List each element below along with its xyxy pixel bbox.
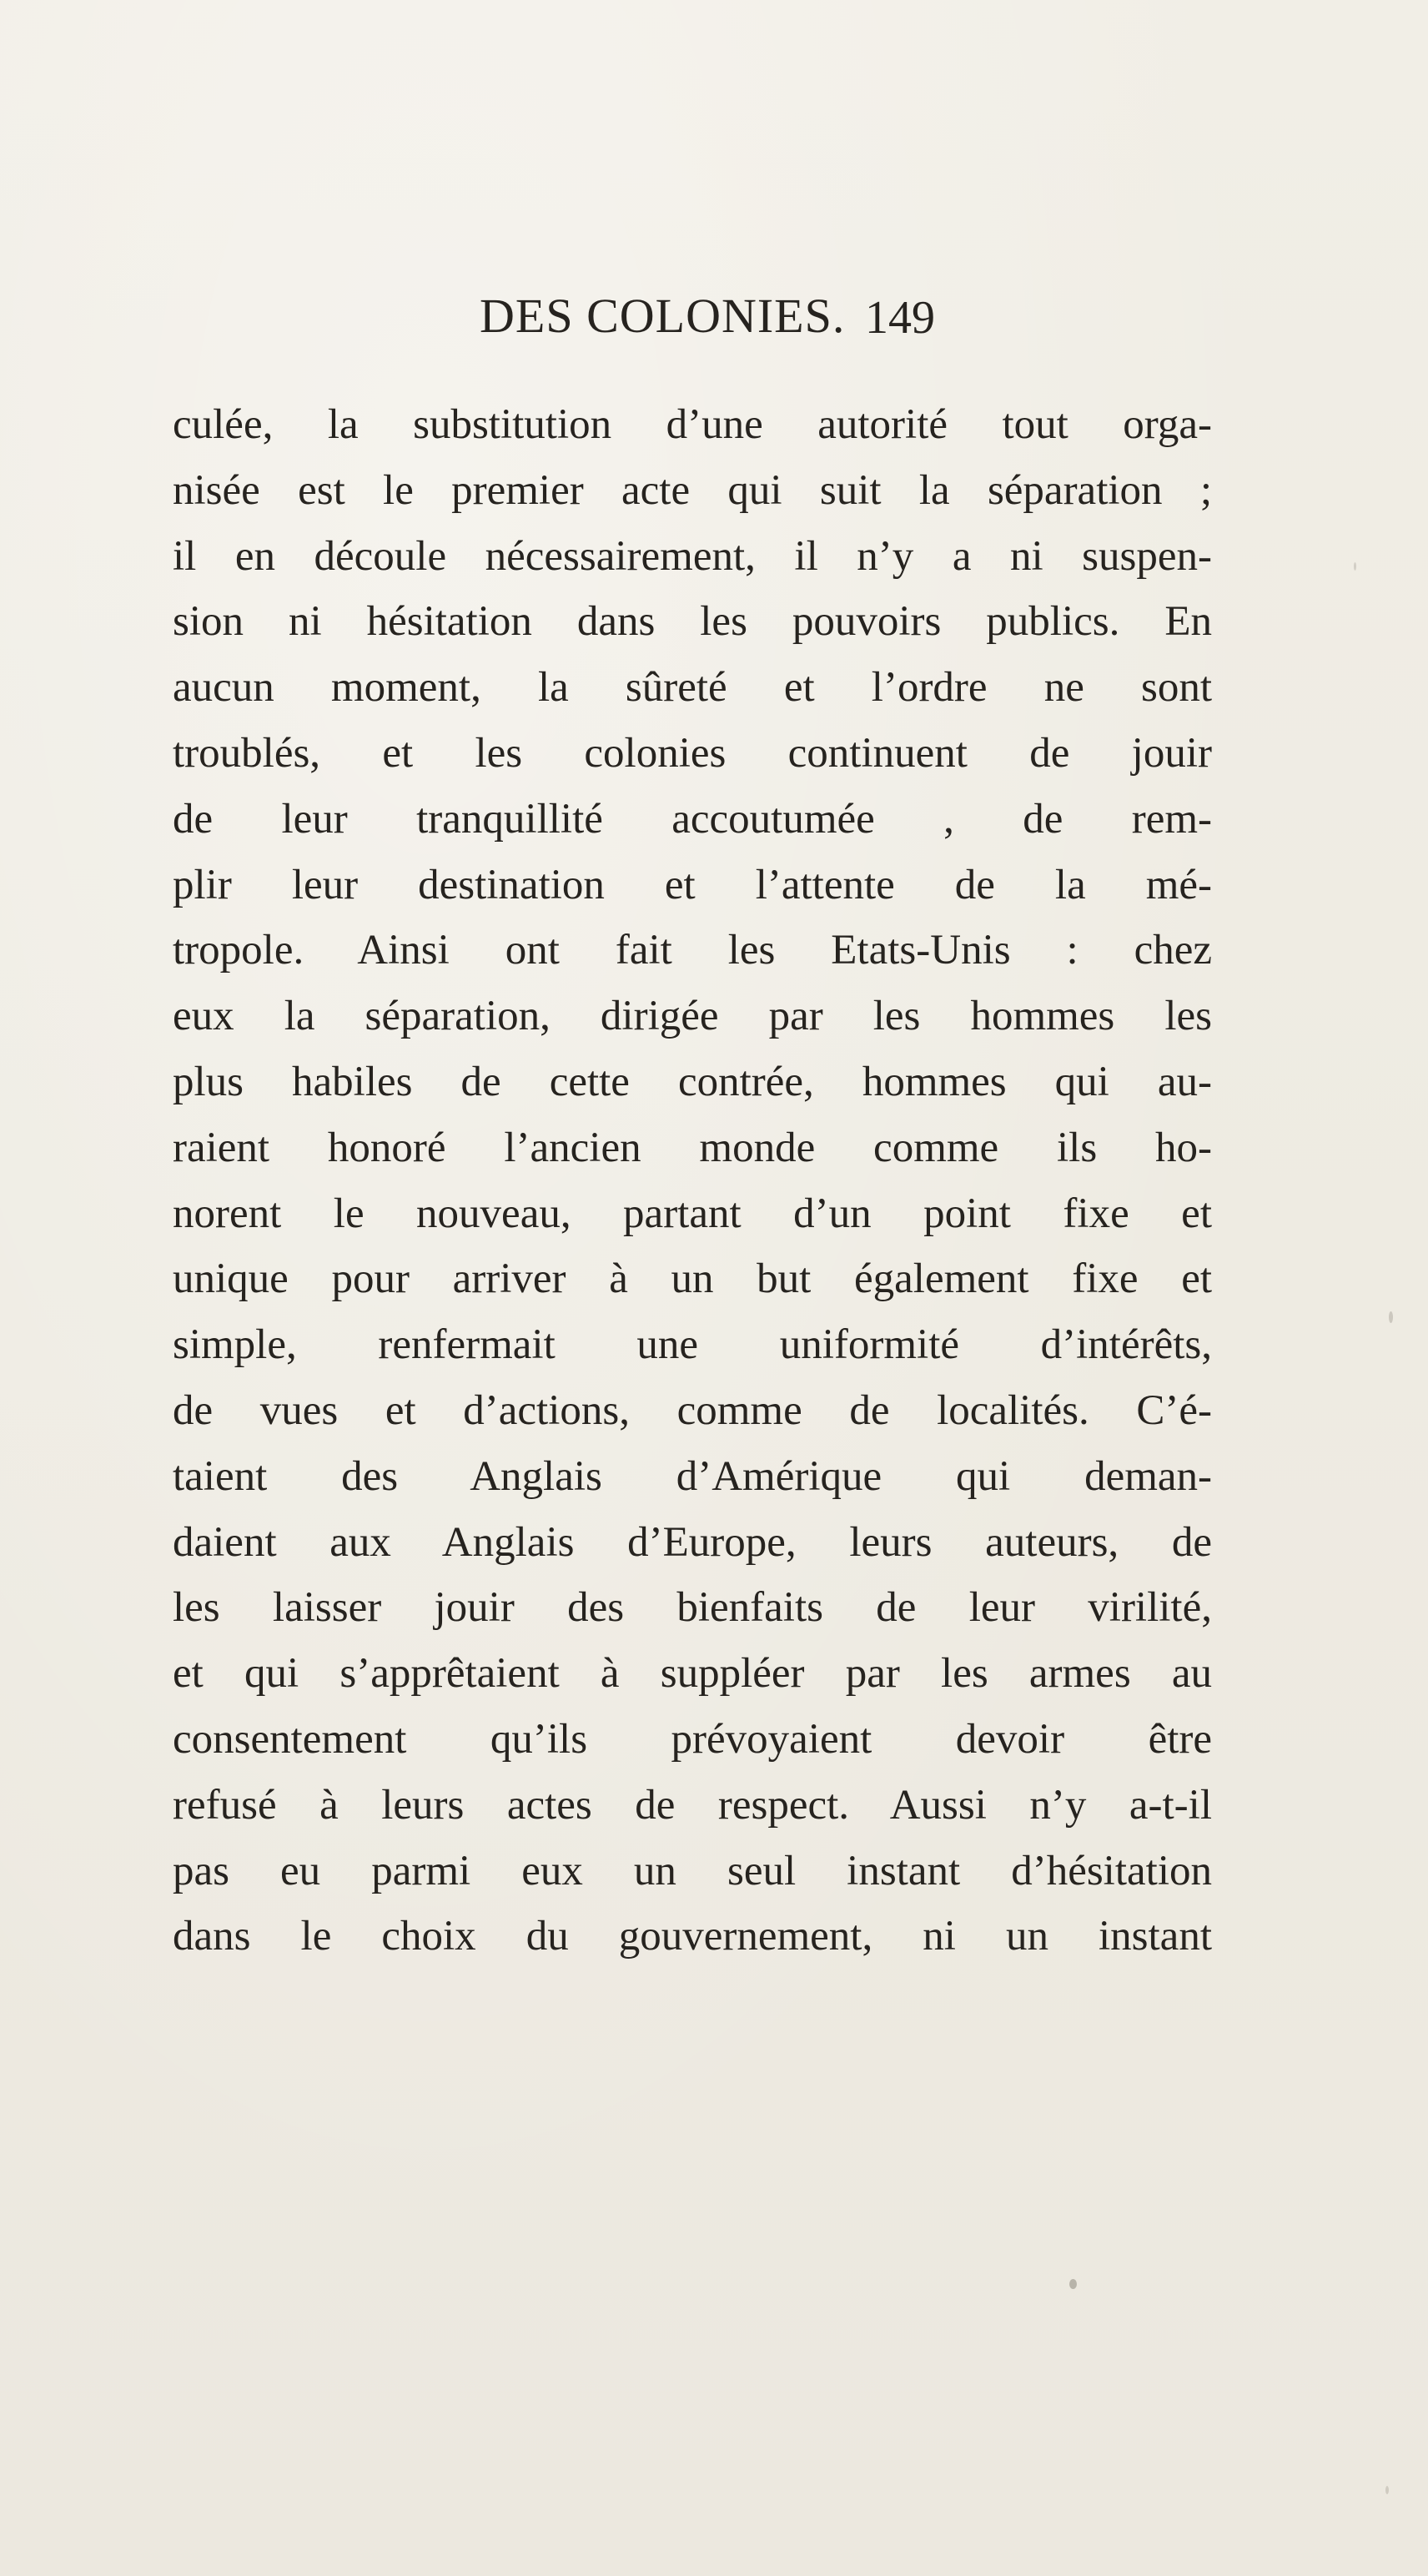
- body-text: [173, 392, 1212, 1970]
- page-number: 149: [865, 292, 935, 344]
- text-line: tropole. Ainsi ont fait les Etats-Unis : chez: [173, 927, 1212, 974]
- paper-speck: [1069, 2279, 1077, 2289]
- text-line: culée, la substitution d’une autorité tout orga-: [173, 401, 1212, 448]
- text-line: aucun moment, la sûreté et l’ordre ne sont: [173, 664, 1212, 712]
- text-line: consentement qu’ils prévoyaient devoir être: [173, 1715, 1212, 1763]
- text-line: troublés, et les colonies continuent de jouir: [173, 729, 1212, 777]
- text-line: taient des Anglais d’Amérique qui deman-: [173, 1452, 1212, 1500]
- text-line: unique pour arriver à un but également fixe et: [173, 1255, 1212, 1303]
- text-line: et qui s’apprêtaient à suppléer par les armes au: [173, 1650, 1212, 1698]
- text-line: les laisser jouir des bienfaits de leur virilité,: [173, 1584, 1212, 1632]
- text-line: plir leur destination et l’attente de la mé-: [173, 861, 1212, 908]
- text-line: de leur tranquillité accoutumée , de rem-: [173, 795, 1212, 843]
- paper-speck: [1389, 1311, 1393, 1323]
- running-title: DES COLONIES.: [480, 289, 846, 343]
- text-line: simple, renfermait une uniformité d’intérêts,: [173, 1321, 1212, 1369]
- text-line: pas eu parmi eux un seul instant d’hésitation: [173, 1847, 1212, 1894]
- text-line: sion ni hésitation dans les pouvoirs publics. En: [173, 598, 1212, 646]
- text-line: de vues et d’actions, comme de localités. C’é-: [173, 1386, 1212, 1434]
- text-line: daient aux Anglais d’Europe, leurs auteurs, de: [173, 1518, 1212, 1566]
- text-line: dans le choix du gouvernement, ni un instant: [173, 1913, 1212, 1960]
- text-line: norent le nouveau, partant d’un point fixe et: [173, 1190, 1212, 1237]
- text-line: refusé à leurs actes de respect. Aussi n’y a-t-il: [173, 1781, 1212, 1829]
- paper-speck: [1354, 562, 1356, 571]
- text-line: raient honoré l’ancien monde comme ils ho-: [173, 1124, 1212, 1171]
- text-line: plus habiles de cette contrée, hommes qui au-: [173, 1058, 1212, 1105]
- text-line: il en découle nécessairement, il n’y a ni suspen-: [173, 532, 1212, 580]
- text-line: eux la séparation, dirigée par les hommes les: [173, 993, 1212, 1040]
- paper-speck: [1385, 2486, 1389, 2494]
- text-line: nisée est le premier acte qui suit la séparation ;: [173, 466, 1212, 514]
- running-head: [167, 288, 1001, 346]
